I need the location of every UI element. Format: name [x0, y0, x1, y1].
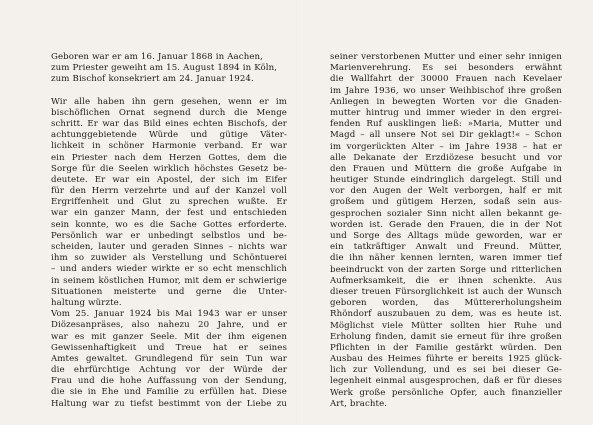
text-line: Werk große persönliche Opfer, auch finanzieller	[330, 387, 562, 398]
text-line: gesprochen sozialer Sinn nicht allen bekannt ge-	[330, 208, 562, 219]
text-line: dieser treuen Fürsorglichkeit ist auch der Wunsch	[330, 286, 562, 297]
text-line: großem und gütigem Herzen, sodaß sein aus-	[330, 197, 562, 208]
text-line: Diözesanpräses, also nahezu 20 Jahre, und er	[51, 320, 287, 331]
text-line: sein konnte, wo es die Sache Gottes erforderte.	[51, 219, 287, 230]
right-page-column	[330, 52, 562, 410]
text-line: schritt. Er war das Bild eines echten Bischofs, der	[51, 118, 287, 129]
text-line: Erholung finden, damit sie erneut für ihre großen	[330, 331, 562, 342]
text-line: den Frauen und Müttern die große Aufgabe in	[330, 163, 562, 174]
text-line: Situationen meisterte und gerne die Unter-	[51, 286, 287, 297]
text-line: war es mit ganzer Seele. Mit der ihm eigenen	[51, 331, 287, 342]
text-line: Amtes gewaltet. Grundlegend für sein Tun war	[51, 353, 287, 364]
text-line: Marienverehrung. Es sei besonders erwähnt	[330, 63, 562, 74]
text-line: Frau und die hohe Auffassung von der Sendung,	[51, 376, 287, 387]
text-line: die Wallfahrt der 30000 Frauen nach Kevelaer	[330, 74, 562, 85]
text-line: achtunggebietende Würde und gütige Väter-	[51, 130, 287, 141]
text-line: Möglichst viele Mütter sollten hier Ruhe und	[330, 320, 562, 331]
text-line: Gewissenhaftigkeit und Treue hat er seines	[51, 342, 287, 353]
text-line: ein tatkräftiger Anwalt und Freund. Mütter,	[330, 242, 562, 253]
text-line: ihm so zuwider als Verstellung und Schöntuerei	[51, 253, 287, 264]
text-line: Sorge für die Seelen wirklich höchstes Gesetz be-	[51, 163, 287, 174]
text-line: ein Priester nach dem Herzen Gottes, dem die	[51, 152, 287, 163]
text-line: geboren worden, das Müttererholungsheim	[330, 298, 562, 309]
text-line: Persönlich war er unbedingt selbstlos und be-	[51, 230, 287, 241]
text-line: Vom 25. Januar 1924 bis Mai 1943 war er unser	[51, 309, 287, 320]
text-line: war ein ganzer Mann, der fest und entschieden	[51, 208, 287, 219]
paragraph-marian-devotion	[330, 52, 562, 410]
text-line: Ergriffenheit und Glut zu sprechen wußte. Er	[51, 197, 287, 208]
text-line: Pflichten in der Familie gestärkt würden. Den	[330, 342, 562, 353]
text-line: zum Bischof konsekriert am 24. Januar 1924.	[51, 74, 254, 85]
text-line: im Jahre 1936, wo unser Weihbischof ihre großen	[330, 85, 562, 96]
text-line: heutiger Stunde eindringlich dargelegt. Still und	[330, 175, 562, 186]
text-line: Rhöndorf auszubauen zu dem, was es heute ist.	[330, 309, 562, 320]
text-line: lichkeit in schöner Harmonie verband. Er war	[51, 141, 287, 152]
text-line: die sie in Ehe und Familie zu erfüllen hat. Diese	[51, 387, 287, 398]
text-line: mutter hintrug und immer wieder in den ergrei-	[330, 107, 562, 118]
text-line: und Sorge des Alltags müde geworden, war er	[330, 231, 562, 241]
text-line: Haltung war zu tiefst bestimmt von der Liebe zu	[51, 398, 287, 409]
text-line: bischöflichen Ornat segnend durch die Menge	[51, 107, 287, 118]
text-line: alle Dekanate der Erzdiözese besucht und vor	[330, 152, 562, 163]
text-line: in seinem köstlichen Humor, mit dem er schwierige	[51, 275, 287, 286]
intro-block	[51, 52, 287, 86]
paragraph-diocesan-president	[51, 309, 287, 410]
text-line: fenden Ruf ausklingen ließ: »Maria, Mutter und	[330, 119, 562, 130]
text-line: – und anders wieder wirkte er so echt menschlich	[51, 264, 287, 275]
text-line: Aufmerksamkeit, die er ihnen schenkte. Aus	[330, 275, 562, 286]
text-line: Art, brachte.	[330, 398, 388, 409]
text-line: im vorgerückten Alter – im Jahre 1938 – hat er	[330, 141, 562, 152]
page-fold	[296, 0, 297, 425]
left-page-column	[51, 52, 287, 410]
text-line: für den Herrn verzehrte und auf der Kanzel voll	[51, 186, 287, 197]
text-line: Anliegen in bewegten Worten vor die Gnaden-	[330, 96, 562, 107]
text-line: vor den Augen der Welt verborgen, half er mit	[330, 186, 562, 197]
text-line: beeindruckt von der zarten Sorge und ritterlichen	[330, 264, 562, 275]
text-line: zum Priester geweiht am 15. August 1894 in Köln,	[51, 63, 278, 74]
text-line: Ausbau des Heimes führte er bereits 1925 glück-	[330, 354, 562, 365]
text-line: haltung würzte.	[51, 297, 122, 308]
paragraph-bishop-portrait	[51, 97, 287, 310]
text-line: worden ist. Gerade den Frauen, die in der Not	[330, 219, 562, 230]
text-line: seiner verstorbenen Mutter und einer sehr innigen	[330, 52, 562, 62]
text-line: Magd – all unsere Not sei Dir geklagt!« – Schon	[330, 130, 562, 141]
text-line: deutete. Er war ein Apostel, der sich im Eifer	[51, 174, 287, 185]
text-line: lich zur Vollendung, und es sei bei dieser Ge-	[330, 365, 562, 376]
text-line: Geboren war er am 16. Januar 1868 in Aachen,	[51, 52, 263, 62]
text-line: legenheit einmal ausgesprochen, daß er für dieses	[330, 376, 562, 387]
text-line: die ehrfürchtige Achtung vor der Würde der	[51, 365, 287, 376]
text-line: die ihn näher kennen lernten, waren immer tief	[330, 253, 562, 264]
text-line: Wir alle haben ihn gern gesehen, wenn er im	[51, 96, 287, 107]
text-line: scheiden, lauter und geraden Sinnes – nichts war	[51, 242, 287, 252]
